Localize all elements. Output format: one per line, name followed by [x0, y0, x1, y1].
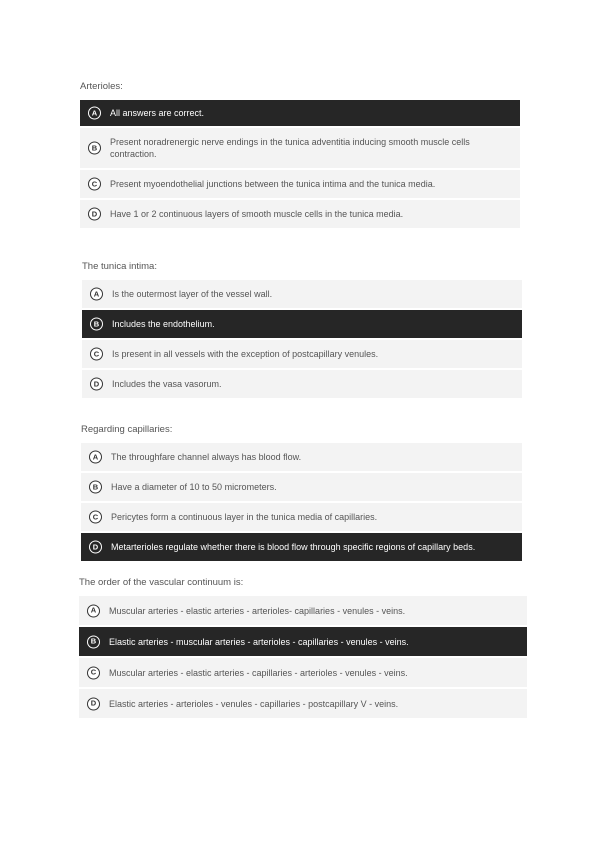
option-letter-badge: D [89, 541, 102, 554]
option-text: Present noradrenergic nerve endings in the tunica adventitia inducing smooth muscle cells contraction. [110, 137, 470, 159]
option-letter-badge: C [88, 178, 101, 191]
option-c[interactable] [82, 340, 522, 368]
option-text: Includes the vasa vasorum. [112, 379, 222, 389]
option-letter-badge: B [89, 481, 102, 494]
option-b[interactable] [82, 310, 522, 338]
option-text: Muscular arteries - elastic arteries - capillaries - arterioles - venules - veins. [109, 667, 408, 678]
option-c[interactable] [80, 170, 520, 198]
option-letter-badge: A [90, 288, 103, 301]
option-letter-badge: C [87, 666, 100, 679]
option-d[interactable] [82, 370, 522, 398]
option-a[interactable] [79, 596, 527, 625]
option-text: Pericytes form a continuous layer in the tunica media of capillaries. [111, 512, 378, 522]
option-text: Have a diameter of 10 to 50 micrometers. [111, 482, 277, 492]
option-letter-badge: D [88, 208, 101, 221]
option-a[interactable] [80, 100, 520, 126]
option-letter-badge: B [87, 635, 100, 648]
option-text: Elastic arteries - arterioles - venules - capillaries - postcapillary V - veins. [109, 698, 399, 709]
option-text: Have 1 or 2 continuous layers of smooth muscle cells in the tunica media. [110, 209, 404, 219]
option-c[interactable] [81, 503, 522, 531]
question-text: The tunica intima: [82, 261, 157, 272]
option-text: Includes the endothelium. [112, 319, 215, 329]
question-3 [81, 421, 522, 563]
option-b[interactable] [81, 473, 522, 501]
option-text: All answers are correct. [110, 108, 205, 118]
option-letter-badge: A [88, 107, 101, 120]
question-1 [80, 78, 520, 230]
option-b[interactable] [79, 627, 527, 656]
option-letter-badge: A [87, 604, 100, 617]
question-text: Arterioles: [80, 81, 123, 92]
option-letter-badge: C [90, 348, 103, 361]
question-text: The order of the vascular continuum is: [79, 577, 244, 588]
option-text: Is present in all vessels with the exception of postcapillary venules. [112, 349, 379, 359]
option-a[interactable] [81, 443, 522, 471]
option-letter-badge: A [89, 451, 102, 464]
option-text: Is the outermost layer of the vessel wall. [112, 289, 273, 299]
question-2 [82, 258, 522, 400]
option-d[interactable] [80, 200, 520, 228]
option-letter-badge: D [87, 697, 100, 710]
option-text: Present myoendothelial junctions between the tunica intima and the tunica media. [110, 179, 436, 189]
option-text: Elastic arteries - muscular arteries - arterioles - capillaries - venules - veins. [109, 636, 409, 647]
option-a[interactable] [82, 280, 522, 308]
option-letter-badge: C [89, 511, 102, 524]
option-text: Metarterioles regulate whether there is blood flow through specific regions of capillary beds. [111, 542, 476, 552]
option-text: The throughfare channel always has blood flow. [111, 452, 302, 462]
option-d[interactable] [81, 533, 522, 561]
option-text: Muscular arteries - elastic arteries - arterioles- capillaries - venules - veins. [109, 605, 406, 616]
option-letter-badge: B [88, 142, 101, 155]
option-letter-badge: B [90, 318, 103, 331]
question-4 [79, 574, 527, 720]
question-text: Regarding capillaries: [81, 424, 173, 435]
option-letter-badge: D [90, 378, 103, 391]
option-b[interactable] [80, 128, 520, 168]
option-c[interactable] [79, 658, 527, 687]
option-d[interactable] [79, 689, 527, 718]
